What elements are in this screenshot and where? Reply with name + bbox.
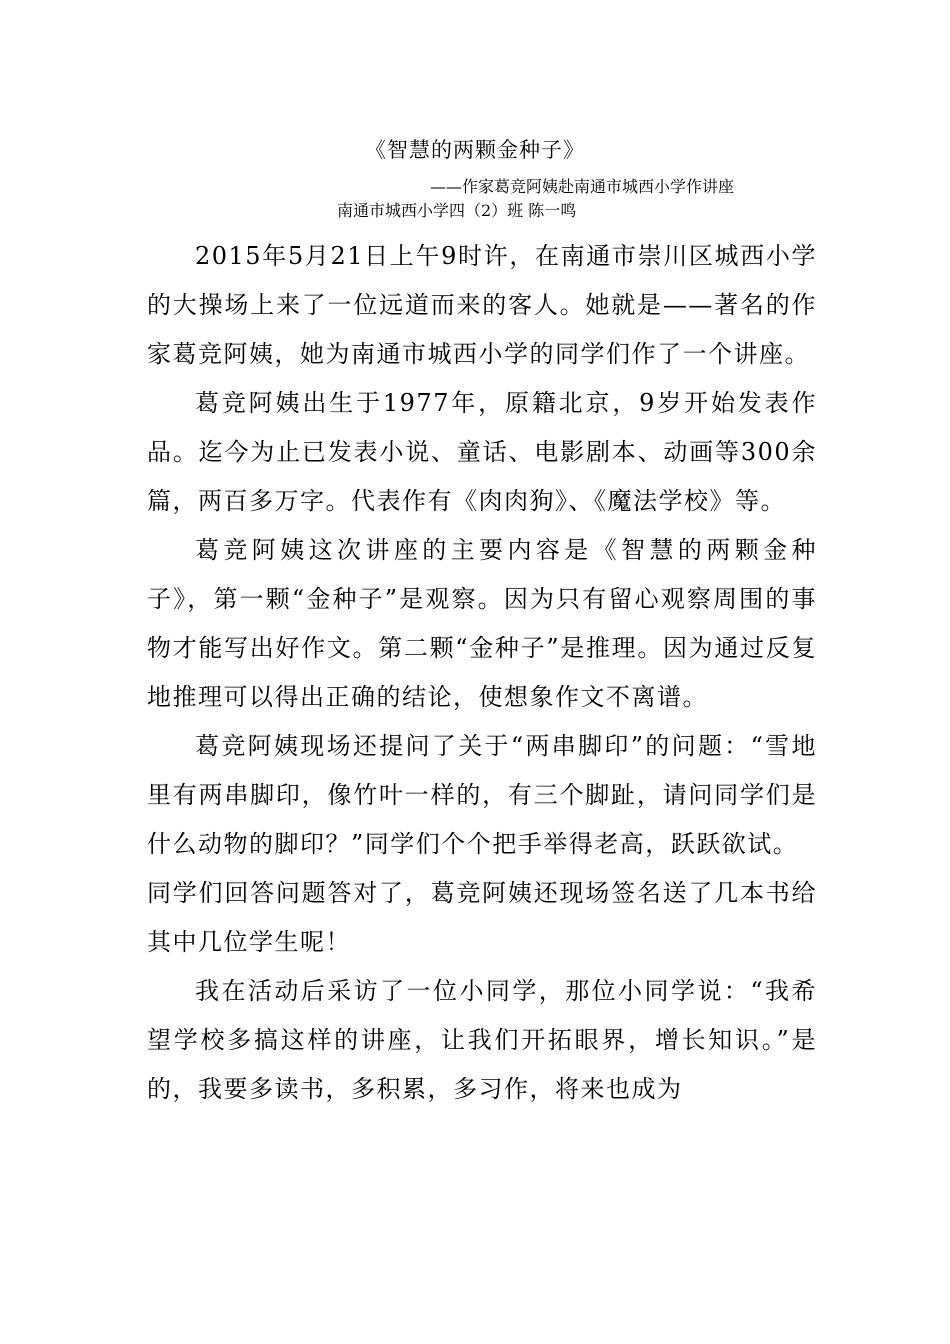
document-title: 《智慧的两颗金种子》 xyxy=(365,138,585,162)
document-body xyxy=(147,232,817,1114)
paragraph-book-signing: 同学们回答问题答对了，葛竞阿姨还现场签名送了几本书给其中几位学生呢！ xyxy=(147,879,817,956)
paragraph-question: 葛竞阿姨现场还提问了关于“两串脚印”的问题：“雪地里有两串脚印，像竹叶一样的，有三个脚趾，请问同学们是什么动物的脚印？”同学们个个把手举得老高，跃跃欲试。 xyxy=(147,732,817,858)
document-subtitle: ——作家葛竞阿姨赴南通市城西小学作讲座 xyxy=(430,177,735,196)
paragraph-interview: 我在活动后采访了一位小同学，那位小同学说：“我希望学校多搞这样的讲座，让我们开拓眼界，增长知识。”是的，我要多读书，多积累，多习作，将来也成为 xyxy=(147,977,817,1103)
author-line: 南通市城西小学四（2）班 陈一鸣 xyxy=(337,201,577,220)
paragraph-biography: 葛竞阿姨出生于1977年，原籍北京，9岁开始发表作品。迄今为止已发表小说、童话、电影剧本、动画等300余篇，两百多万字。代表作有《肉肉狗》、《魔法学校》等。 xyxy=(147,389,817,515)
paragraph-intro: 2015年5月21日上午9时许，在南通市崇川区城西小学的大操场上来了一位远道而来的客人。她就是——著名的作家葛竞阿姨，她为南通市城西小学的同学们作了一个讲座。 xyxy=(147,242,817,368)
paragraph-lecture-content: 葛竞阿姨这次讲座的主要内容是《智慧的两颗金种子》，第一颗“金种子”是观察。因为只有留心观察周围的事物才能写出好作文。第二颗“金种子”是推理。因为通过反复地推理可以得出正确的结论，使想象作文不离谱。 xyxy=(147,536,817,711)
